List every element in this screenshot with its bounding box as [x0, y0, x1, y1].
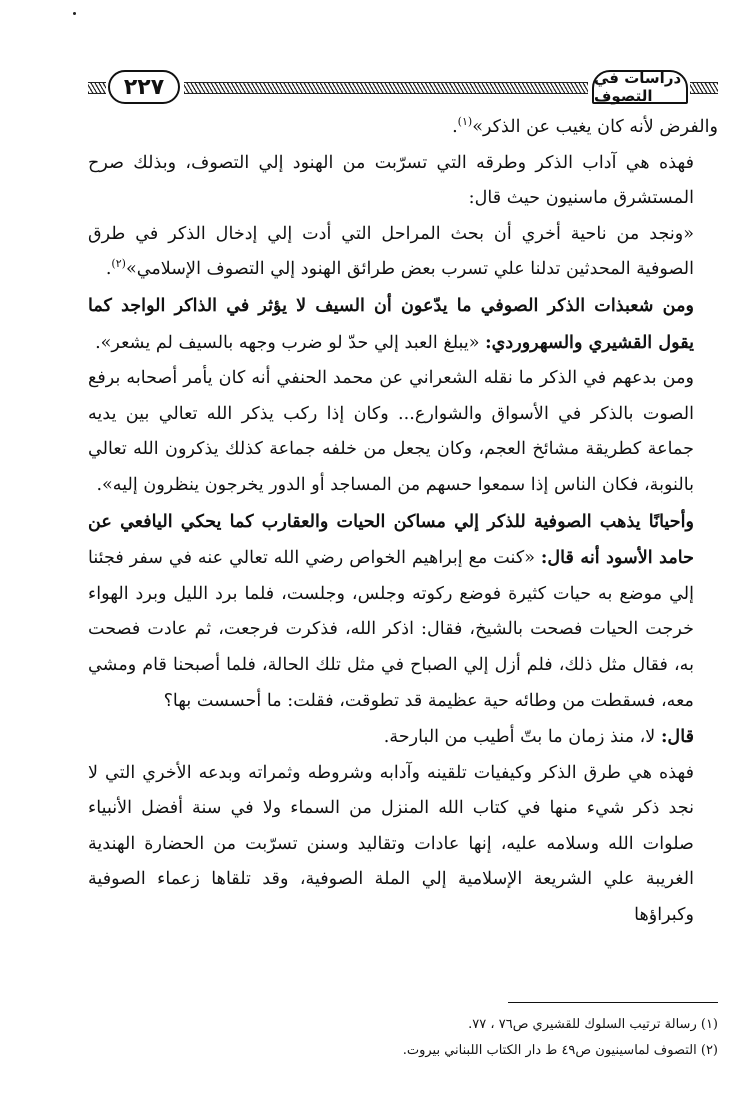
paragraph-1: والفرض لأنه كان يغيب عن الذكر»$^{(١)}$.	[452, 115, 718, 137]
paragraph-2: فهذه هي آداب الذكر وطرقه التي تسرّبت من الهنود إلي التصوف، وبذلك صرح المستشرق ماسنيون حيث قال:	[88, 152, 694, 209]
page-header	[88, 70, 718, 106]
main-text	[88, 110, 718, 934]
footnote-2: (٢) التصوف لماسينيون ص٤٩ ط دار الكتاب اللبناني بيروت.	[402, 1043, 718, 1058]
page-speck	[73, 12, 76, 15]
footnote-1: (١) رسالة ترتيب السلوك للقشيري ص٧٦ ، ٧٧.	[468, 1017, 718, 1032]
paragraph-3: «ونجد من ناحية أخري أن بحث المراحل التي أدت إلي إدخال الذكر في طرق الصوفية المحدثين تدلنا علي تسرب بعض طرائق الهنود إلي التصوف الإسلامي»$^{(٢)}$.	[88, 223, 694, 280]
paragraph-7: قال: لا، منذ زمان ما بتّ أطيب من البارحة.	[383, 726, 694, 748]
header-ornament-right	[690, 82, 718, 94]
header-ornament-left	[88, 82, 106, 94]
page-number: ٢٢٧	[108, 70, 180, 104]
paragraph-4: ومن شعبذات الذكر الصوفي ما يدّعون أن السيف لا يؤثر في الذاكر الواجد كما يقول القشيري والسهروردي: «يبلغ العبد إلي حدّ لو ضرب وجهه بالسيف لم يشعر».	[88, 294, 694, 353]
footnote-ref-1: (١)	[457, 115, 473, 129]
footnote-separator	[508, 1002, 718, 1003]
paragraph-6: وأحيانًا يذهب الصوفية للذكر إلي مساكن الحيات والعقارب كما يحكي اليافعي عن حامد الأسود أنه قال: «كنت مع إبراهيم الخواص رضي الله تعالي عنه في سفر فجئنا إلي موضع به حيات كثيرة فوضع ركوته وجلس، وجلست، فلما برد الليل وبرد الهواء خرجت الحيات فصحت بالشيخ، فقال: اذكر الله، فذكرت فرجعت، ثم عادت فصحت به، فقال مثل ذلك، فلم أزل إلي الصباح في مثل تلك الحالة، فلما أصبحنا قام ومشي معه، فسقطت من وطائه حية عظيمة قد تطوقت، فقلت: ما أحسست بها؟	[88, 510, 694, 711]
running-title: دراسات في التصوف	[592, 70, 688, 104]
paragraph-8: فهذه هي طرق الذكر وكيفيات تلقينه وآدابه وشروطه وثمراته وبدعه الأخري التي لا نجد ذكر شيء منها في كتاب الله المنزل من السماء ولا في سنة أفضل الأنبياء صلوات الله وسلامه عليه، إنها عادات وتقاليد وسنن تسرّبت من الحضارة الهندية الغريبة علي الشريعة الإسلامية إلي الملة الصوفية، وقد تلقاها زعماء الصوفية وكبراؤها	[88, 762, 694, 926]
header-ornament-middle	[184, 82, 588, 94]
paragraph-5: ومن بدعهم في الذكر ما نقله الشعراني عن محمد الحنفي أنه كان يأمر أصحابه برفع الصوت بالذكر في الأسواق والشوارع... وكان إذا ركب يذكر الله تعالي بين يديه جماعة كطريقة مشائخ العجم، وكان يجعل من خلفه جماعة كذلك يذكرون الله تعالي بالنوبة، فكان الناس إذا سمعوا حسهم من المساجد أو الدور يخرجون ينظرون إليه».	[88, 368, 694, 495]
footnote-ref-2: (٢)	[111, 257, 126, 271]
